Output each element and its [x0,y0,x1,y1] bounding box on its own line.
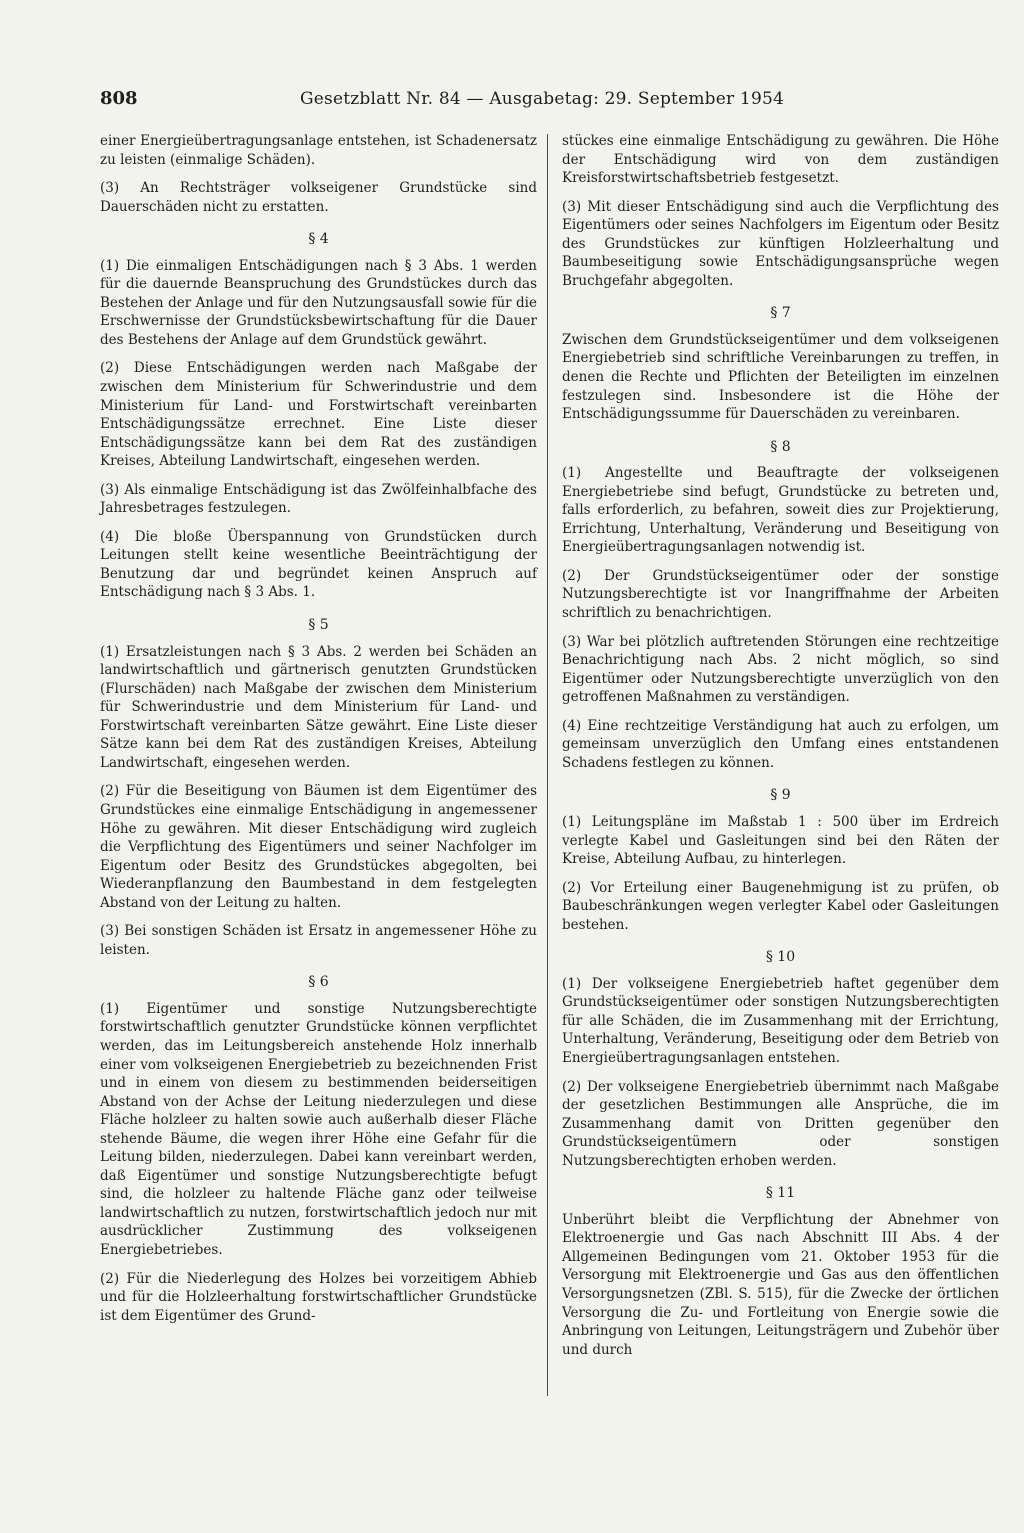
paragraph: (3) An Rechtsträger volkseigener Grundstücke sind Dauerschäden nicht zu erstatten. [100,180,537,215]
gazette-title: Gesetzblatt Nr. 84 — Ausgabetag: 29. September 1954 [300,89,784,109]
paragraph: (2) Vor Erteilung einer Baugenehmigung ist zu prüfen, ob Baubeschränkungen wegen verlegter Kabel oder Gasleitungen bestehen. [562,879,999,933]
section-heading: § 9 [770,787,791,804]
paragraph: (1) Der volkseigene Energiebetrieb haftet gegenüber dem Grundstückseigentümer oder sonstigen Nutzungsberechtigten für alle Schäden, die im Zusammenhang mit der Errichtung, Unterhaltung, Veränderung, Beseitigung oder dem Betrieb von Energieübertragungsanlagen entstehen. [562,975,999,1066]
paragraph: (4) Eine rechtzeitige Verständigung hat auch zu erfolgen, um gemeinsam unverzüglich den Umfang eines entstandenen Schadens festlegen zu können. [562,717,999,771]
paragraph: Unberührt bleibt die Verpflichtung der Abnehmer von Elektroenergie und Gas nach Abschnitt III Abs. 4 der Allgemeinen Bedingungen vom 21. Oktober 1953 für die Versorgung mit Elektroenergie und Gas aus den öffentlichen Versorgungsnetzen (ZBl. S. 515), für die Zwecke der örtlichen Versorgung die Zu- und Fortleitung von Energie sowie die Anbringung von Leitungen, Leitungsträgern und Zubehör über und durch [562,1211,999,1358]
section-heading: § 8 [770,438,791,455]
section-heading: § 5 [308,617,329,634]
page-header [100,88,784,110]
column-divider [547,134,548,1396]
section-heading: § 4 [308,231,329,248]
paragraph: (2) Für die Niederlegung des Holzes bei vorzeitigem Abhieb und für die Holzleerhaltung forstwirtschaftlicher Grundstücke ist dem Eigentümer des Grund- [100,1270,537,1324]
section-heading: § 6 [308,974,329,991]
paragraph: (2) Für die Beseitigung von Bäumen ist dem Eigentümer des Grundstückes eine einmalige Entschädigung in angemessener Höhe zu gewähren. Mit dieser Entschädigung wird zugleich die Verpflichtung des Eigentümers und seiner Nachfolger im Eigentum oder Besitz des Grundstückes abgegolten, bei Wiederanpflanzung den Baumbestand in dem festgelegten Abstand von der Leitung zu halten. [100,783,537,911]
paragraph: (3) Als einmalige Entschädigung ist das Zwölfeinhalbfache des Jahresbetrages festzulegen. [100,481,537,517]
paragraph: (3) Mit dieser Entschädigung sind auch die Verpflichtung des Eigentümers oder seines Nachfolgers im Eigentum oder Besitz des Grundstückes zur künftigen Holzleerhaltung und Baumbeseitigung sowie Entschädigungsansprüche wegen Bruchgefahr abgegolten. [562,198,999,289]
paragraph: stückes eine einmalige Entschädigung zu gewähren. Die Höhe der Entschädigung wird von dem zuständigen Kreisforstwirtschaftsbetrieb festgesetzt. [562,133,999,187]
paragraph: (2) Der Grundstückseigentümer oder der sonstige Nutzungsberechtigte ist vor Inangriffnahme der Arbeiten schriftlich zu benachrichtigen. [562,567,999,622]
paragraph: (1) Ersatzleistungen nach § 3 Abs. 2 werden bei Schäden an landwirtschaftlich und gärtnerisch genutzten Grundstücken (Flurschäden) nach Maßgabe der zwischen dem Ministerium für Schwerindustrie und dem Ministerium für Land- und Forstwirtschaft vereinbarten Sätze gewährt. Eine Liste dieser Sätze kann bei dem Rat des zuständigen Kreises, Abteilung Landwirtschaft, eingesehen werden. [100,643,537,771]
section-heading: § 10 [765,949,796,966]
paragraph: (1) Die einmaligen Entschädigungen nach § 3 Abs. 1 werden für die dauernde Beanspruchung des Grundstückes durch das Bestehen der Anlage und für den Nutzungsausfall sowie für die Erschwernisse der Grundstücksbewirtschaftung für die Dauer des Bestehens der Anlage auf dem Grundstück gewährt. [100,257,537,348]
paragraph: (1) Leitungspläne im Maßstab 1 : 500 über im Erdreich verlegte Kabel und Gasleitungen sind bei den Räten der Kreise, Abteilung Aufbau, zu hinterlegen. [562,813,999,868]
page-number: 808 [100,88,138,109]
paragraph: (1) Angestellte und Beauftragte der volkseigenen Energiebetriebe sind befugt, Grundstücke zu betreten und, falls erforderlich, zu befahren, soweit dies zur Projektierung, Errichtung, Unterhaltung, Veränderung und Beseitigung von Energieübertragungsanlagen notwendig ist. [562,465,999,556]
paragraph: (3) War bei plötzlich auftretenden Störungen eine rechtzeitige Benachrichtigung nach Abs. 2 nicht möglich, so sind Eigentümer oder Nutzungsberechtigte unverzüglich von den getroffenen Maßnahmen zu verständigen. [562,633,999,706]
paragraph: (2) Diese Entschädigungen werden nach Maßgabe der zwischen dem Ministerium für Schwerindustrie und dem Ministerium für Land- und Forstwirtschaft vereinbarten Entschädigungssätze errechnet. Eine Liste dieser Entschädigungssätze kann bei dem Rat des zuständigen Kreises, Abteilung Landwirtschaft, eingesehen werden. [100,360,537,470]
paragraph: (2) Der volkseigene Energiebetrieb übernimmt nach Maßgabe der gesetzlichen Bestimmungen alle Ansprüche, die im Zusammenhang damit von Dritten gegenüber den Grundstückseigentümern oder sonstigen Nutzungsberechtigten erhoben werden. [562,1078,999,1169]
paragraph: (4) Die bloße Überspannung von Grundstücken durch Leitungen stellt keine wesentliche Beeinträchtigung der Benutzung dar und begründet keinen Anspruch auf Entschädigung nach § 3 Abs. 1. [100,528,537,601]
paragraph: Zwischen dem Grundstückseigentümer und dem volkseigenen Energiebetrieb sind schriftliche Vereinbarungen zu treffen, in denen die Rechte und Pflichten der Beteiligten im einzelnen festzulegen sind. Insbesondere ist die Höhe der Entschädigungssumme für Dauerschäden zu vereinbaren. [562,331,999,423]
right-column [562,132,999,1359]
paragraph: (1) Eigentümer und sonstige Nutzungsberechtigte forstwirtschaftlich genutzter Grundstücke können verpflichtet werden, das im Leitungsbereich anstehende Holz innerhalb einer vom volkseigenen Energiebetrieb zu bezeichnenden Frist und in einem von diesem zu bestimmenden beiderseitigen Abstand von der Achse der Leitung niederzulegen und diese Fläche holzleer zu halten sowie auch außerhalb dieser Fläche stehende Bäume, die wegen ihrer Höhe eine Gefahr für die Leitung bilden, niederzulegen. Dabei kann vereinbart werden, daß Eigentümer und sonstige Nutzungsberechtigte befugt sind, die holzleer zu haltende Fläche ganz oder teilweise landwirtschaftlich zu nutzen, forstwirtschaftlich jedoch nur mit ausdrücklicher Zustimmung des volkseigenen Energiebetriebes. [100,1000,537,1258]
left-column [100,132,537,1325]
paragraph: (3) Bei sonstigen Schäden ist Ersatz in angemessener Höhe zu leisten. [100,923,537,958]
section-heading: § 11 [765,1185,796,1202]
section-heading: § 7 [770,305,791,322]
paragraph: einer Energieübertragungsanlage entstehen, ist Schadenersatz zu leisten (einmalige Schäden). [100,133,537,168]
